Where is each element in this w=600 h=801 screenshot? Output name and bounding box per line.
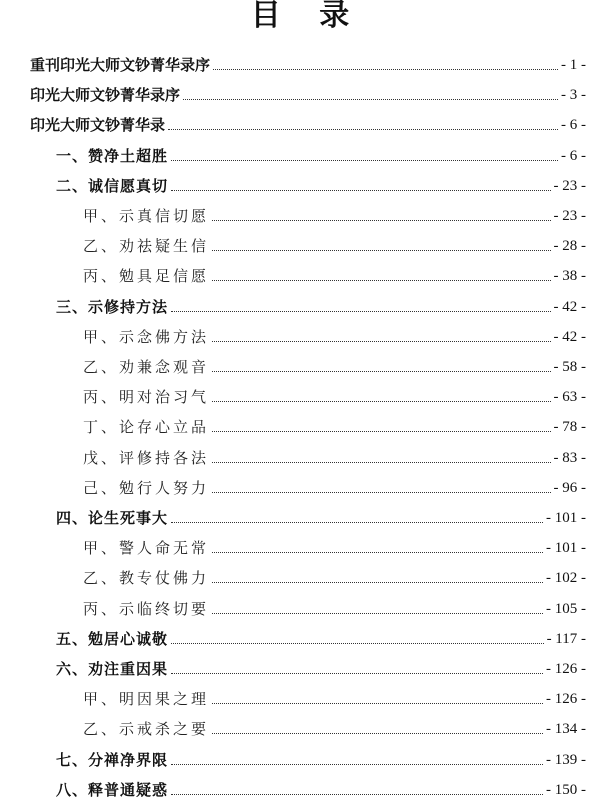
toc-entry[interactable] — [56, 654, 586, 680]
toc-entry[interactable] — [83, 352, 586, 378]
dot-leader — [212, 552, 543, 553]
dot-leader — [212, 613, 543, 614]
toc-entry[interactable] — [56, 503, 586, 529]
toc-entry-label: 二、诚信愿真切 — [56, 176, 169, 195]
toc-entry[interactable] — [83, 201, 586, 227]
toc-entry-label: 乙、示戒杀之要 — [83, 720, 210, 739]
toc-entry[interactable] — [83, 412, 586, 438]
dot-leader — [212, 371, 550, 372]
dot-leader — [168, 129, 558, 130]
toc-entry-label: 八、释普通疑惑 — [56, 780, 169, 799]
toc-entry[interactable] — [56, 171, 586, 197]
toc-entry-label: 四、论生死事大 — [56, 509, 169, 527]
dot-leader — [183, 99, 558, 100]
toc-entry[interactable] — [30, 110, 586, 136]
toc-entry-page-number: - 126 - — [546, 661, 586, 677]
toc-entry-page-number: - 96 - — [553, 479, 586, 496]
toc-entry-label: 一、赞净土超胜 — [56, 146, 169, 165]
toc-entry-page-number: - 134 - — [546, 721, 586, 738]
toc-entry[interactable] — [56, 775, 586, 801]
toc-entry[interactable] — [83, 473, 586, 499]
toc-entry-label: 己、勉行人努力 — [83, 478, 210, 497]
toc-entry-label: 三、示修持方法 — [56, 297, 169, 316]
toc-entry-label: 印光大师文钞菁华录 — [30, 116, 166, 135]
dot-leader — [212, 703, 543, 704]
toc-entry-label: 丁、论存心立品 — [83, 418, 210, 437]
toc-entry-page-number: - 102 - — [546, 570, 586, 587]
toc-entry[interactable] — [83, 261, 586, 287]
toc-entry-page-number: - 58 - — [553, 359, 586, 375]
toc-entry[interactable] — [83, 443, 586, 469]
toc-entry-page-number: - 38 - — [553, 268, 586, 285]
toc-entry-page-number: - 117 - — [546, 630, 586, 647]
toc-entry-label: 印光大师文钞菁华录序 — [30, 86, 181, 105]
dot-leader — [171, 160, 558, 161]
toc-entry[interactable] — [83, 533, 586, 559]
toc-entry-page-number: - 28 - — [553, 238, 586, 255]
toc-entry-label: 重刊印光大师文钞菁华录序 — [30, 56, 211, 74]
toc-entry-page-number: - 83 - — [553, 449, 586, 466]
dot-leader — [171, 673, 543, 674]
toc-entry-page-number: - 1 - — [561, 57, 586, 73]
dot-leader — [171, 764, 543, 765]
toc-entry-label: 甲、示念佛方法 — [83, 327, 210, 346]
toc-entry-label: 甲、警人命无常 — [83, 539, 210, 558]
toc-entry[interactable] — [83, 322, 586, 348]
toc-entry-page-number: - 105 - — [546, 600, 586, 617]
dot-leader — [212, 401, 550, 402]
toc-entry-label: 六、劝注重因果 — [56, 660, 169, 678]
dot-leader — [171, 190, 550, 191]
toc-entry-page-number: - 101 - — [546, 510, 586, 526]
toc-entry-page-number: - 150 - — [546, 781, 586, 798]
toc-entry-label: 七、分禅净界限 — [56, 750, 169, 769]
toc-entry-page-number: - 78 - — [553, 419, 586, 436]
toc-entry[interactable] — [30, 50, 586, 76]
toc-entry-label: 乙、劝祛疑生信 — [83, 237, 210, 256]
page-title: 目 录 — [250, 0, 364, 33]
dot-leader — [212, 733, 543, 734]
toc-entry-page-number: - 23 - — [553, 177, 586, 194]
dot-leader — [213, 69, 558, 70]
toc-entry-label: 五、勉居心诚敬 — [56, 629, 169, 648]
toc-entry[interactable] — [83, 563, 586, 589]
toc-entry-page-number: - 139 - — [546, 751, 586, 768]
dot-leader — [212, 341, 550, 342]
toc-entry-page-number: - 101 - — [546, 540, 586, 557]
toc-entry[interactable] — [83, 594, 586, 620]
dot-leader — [212, 582, 543, 583]
toc-entry-page-number: - 42 - — [553, 328, 586, 345]
toc-entry[interactable] — [30, 80, 586, 106]
dot-leader — [171, 643, 544, 644]
toc-entry-page-number: - 126 - — [546, 691, 586, 708]
dot-leader — [212, 431, 550, 432]
toc-entry[interactable] — [56, 745, 586, 771]
toc-entry[interactable] — [83, 382, 586, 408]
toc-entry-label: 丙、勉具足信愿 — [83, 267, 210, 286]
toc-entry-label: 丙、明对治习气 — [83, 388, 210, 407]
toc-entry-page-number: - 6 - — [561, 147, 586, 164]
toc-entry-page-number: - 6 - — [561, 117, 586, 134]
toc-entry-page-number: - 63 - — [553, 389, 586, 406]
dot-leader — [212, 250, 550, 251]
toc-entry-label: 丙、示临终切要 — [83, 599, 210, 618]
toc-entry-page-number: - 3 - — [561, 87, 586, 104]
dot-leader — [171, 522, 543, 523]
toc-entry[interactable] — [83, 231, 586, 257]
toc-entry-label: 戊、评修持各法 — [83, 448, 210, 467]
toc-entry[interactable] — [56, 292, 586, 318]
toc-entry-label: 乙、劝兼念观音 — [83, 358, 210, 376]
toc-entry-page-number: - 42 - — [553, 298, 586, 315]
dot-leader — [212, 492, 550, 493]
dot-leader — [212, 462, 550, 463]
toc-entry[interactable] — [83, 714, 586, 740]
toc-entry[interactable] — [56, 624, 586, 650]
toc-entry[interactable] — [83, 684, 586, 710]
toc-entry-label: 甲、明因果之理 — [83, 690, 210, 709]
dot-leader — [212, 220, 550, 221]
toc-entry-page-number: - 23 - — [553, 208, 586, 224]
toc-entry-label: 乙、教专仗佛力 — [83, 569, 210, 588]
dot-leader — [171, 794, 543, 795]
dot-leader — [212, 280, 550, 281]
toc-entry[interactable] — [56, 141, 586, 167]
toc-entry-label: 甲、示真信切愿 — [83, 207, 210, 225]
dot-leader — [171, 311, 550, 312]
